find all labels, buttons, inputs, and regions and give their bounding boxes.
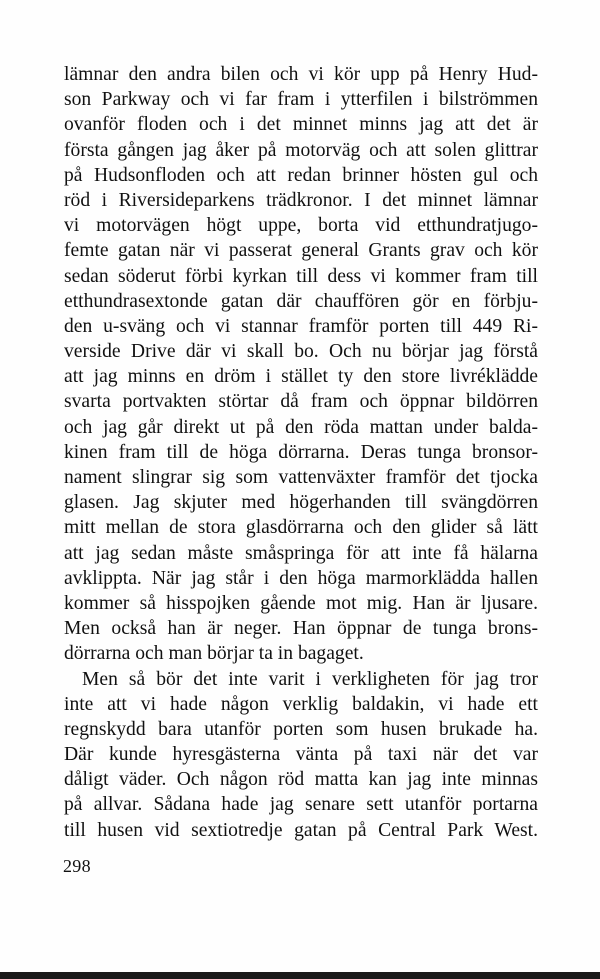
- text-line: vi motorvägen högt uppe, borta vid etthundratjugo-: [64, 215, 538, 237]
- text-line: att jag sedan måste småspringa för att inte få hälarna: [64, 542, 538, 564]
- page-number: 298: [63, 856, 91, 876]
- text-line: dörrarna och man börjar ta in bagaget.: [64, 643, 364, 665]
- text-line: sedan söderut förbi kyrkan till dess vi kommer fram till: [64, 265, 538, 287]
- text-line: son Parkway och vi far fram i ytterfilen i bilströmmen: [64, 89, 538, 111]
- text-line: verside Drive där vi skall bo. Och nu börjar jag förstå: [64, 341, 538, 363]
- text-line: Men också han är neger. Han öppnar de tunga brons-: [64, 618, 538, 640]
- text-line: att jag minns en dröm i stället ty den store livrékläddе: [64, 366, 538, 388]
- text-line: kommer så hisspojken gående mot mig. Han är ljusare.: [64, 592, 538, 614]
- scan-edge: [0, 972, 600, 979]
- text-line: den u-sväng och vi stannar framför porten till 449 Ri-: [64, 315, 538, 337]
- text-line: inte att vi hade någon verklig baldakin, vi hade ett: [64, 693, 538, 715]
- text-line: glasen. Jag skjuter med högerhanden till svängdörren: [64, 492, 538, 514]
- text-line: Där kunde hyresgästerna vänta på taxi när det var: [64, 744, 538, 766]
- text-line: etthundrasextonde gatan där chauffören gör en förbju-: [64, 290, 538, 312]
- body-text: [64, 62, 538, 843]
- text-line: ovanför floden och i det minnet minns jag att det är: [64, 114, 538, 136]
- text-line: svarta portvakten störtar då fram och öppnar bildörren: [64, 391, 538, 413]
- text-line: lämnar den andra bilen och vi kör upp på Henry Hud-: [64, 64, 538, 85]
- text-line: och jag går direkt ut på den röda mattan under balda-: [64, 416, 538, 438]
- text-line: röd i Riversideparkens trädkronor. I det minnet lämnar: [64, 189, 538, 211]
- text-line: kinen fram till de höga dörrarna. Deras tunga bronsor-: [64, 441, 538, 463]
- text-line: Men så bör det inte varit i verkligheten för jag tror: [82, 668, 538, 690]
- text-line: femte gatan när vi passerat general Grants grav och kör: [64, 240, 538, 262]
- text-line: regnskydd bara utanför porten som husen brukade ha.: [64, 718, 538, 740]
- text-line: nament slingrar sig som vattenväxter framför det tjocka: [64, 467, 538, 488]
- text-line: på allvar. Sådana hade jag senare sett utanför portarna: [64, 794, 538, 816]
- text-line: dåligt väder. Och någon röd matta kan jag inte minnas: [64, 769, 538, 791]
- text-line: till husen vid sextiotredje gatan på Central Park West.: [64, 819, 538, 841]
- text-line: avklippta. När jag står i den höga marmorklädda hallen: [64, 567, 538, 589]
- text-line: på Hudsonfloden och att redan brinner hösten gul och: [64, 164, 538, 186]
- text-line: mitt mellan de stora glasdörrarna och den glider så lätt: [64, 517, 538, 539]
- text-line: första gången jag åker på motorväg och att solen glittrar: [64, 139, 538, 161]
